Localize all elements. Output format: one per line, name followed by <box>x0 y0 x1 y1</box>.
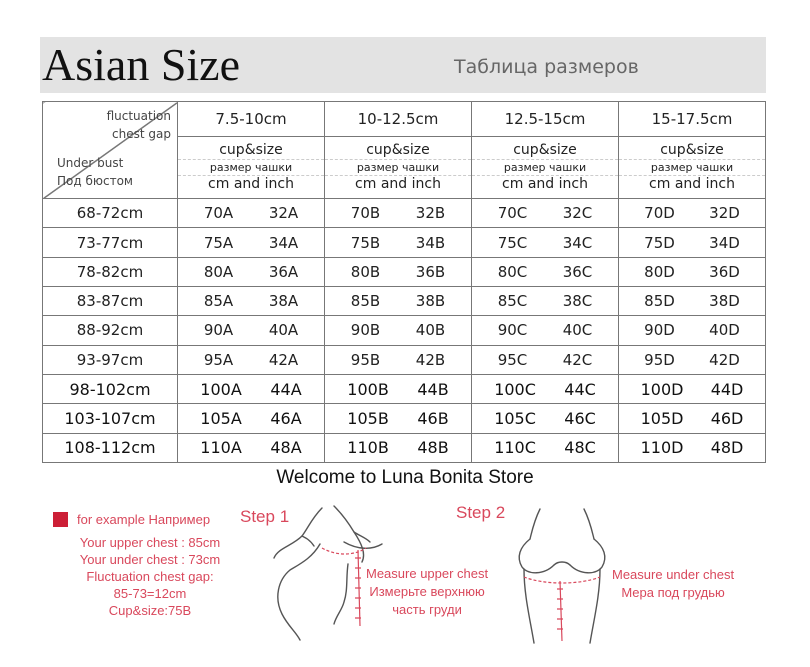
underbust-cell: 98-102cm <box>43 374 178 403</box>
example-line: Your upper chest : 85cm <box>79 535 221 550</box>
cup-size: 70D <box>644 204 675 223</box>
inch-size: 42A <box>268 350 299 369</box>
cup-size: 85A <box>203 292 234 311</box>
size-cell <box>619 316 766 345</box>
size-cell <box>472 316 619 345</box>
size-cell <box>619 287 766 316</box>
inch-size: 46B <box>417 408 449 428</box>
inch-size: 40B <box>415 321 446 340</box>
underbust-cell: 93-97cm <box>43 345 178 374</box>
size-cell <box>472 345 619 374</box>
example-line: Your under chest : 73cm <box>79 552 221 567</box>
example-line: Cup&size:75B <box>108 603 192 618</box>
size-cell <box>178 404 325 433</box>
size-cell <box>325 257 472 286</box>
table-row <box>43 316 766 345</box>
cup-size: 95C <box>497 350 528 369</box>
step1-label: Step 1 <box>240 507 290 526</box>
size-cell <box>472 433 619 462</box>
cup-size: 90D <box>644 321 675 340</box>
size-cell <box>619 228 766 257</box>
inch-size: 48D <box>710 438 744 458</box>
size-cell <box>325 345 472 374</box>
size-cell <box>472 287 619 316</box>
inch-size: 34A <box>268 233 299 252</box>
inch-size: 48C <box>564 438 596 458</box>
size-cell <box>619 345 766 374</box>
size-table <box>42 101 766 463</box>
size-cell <box>325 287 472 316</box>
inch-size: 44D <box>710 379 744 399</box>
size-cell <box>619 257 766 286</box>
size-cell <box>619 199 766 228</box>
cup-size: 100A <box>200 379 242 399</box>
cup-size: 95D <box>644 350 675 369</box>
cup-size: 75C <box>497 233 528 252</box>
title-english: Asian Size <box>42 39 241 90</box>
example-block <box>55 534 245 619</box>
inch-size: 32B <box>415 204 446 223</box>
size-cell <box>325 404 472 433</box>
step1-instructions <box>366 565 488 619</box>
size-cell <box>325 228 472 257</box>
cup-size: 100D <box>640 379 684 399</box>
underbust-cell: 78-82cm <box>43 257 178 286</box>
cup-size: 80A <box>203 262 234 281</box>
underbust-cell: 103-107cm <box>43 404 178 433</box>
inch-size: 48A <box>270 438 302 458</box>
cup-size: 100B <box>347 379 389 399</box>
corner-underbust-label: Under bust Под бюстом <box>57 156 133 189</box>
inch-size: 42B <box>415 350 446 369</box>
inch-size: 44A <box>270 379 302 399</box>
underbust-cell: 108-112cm <box>43 433 178 462</box>
cup-size: 85D <box>644 292 675 311</box>
title-russian: Таблица размеров <box>454 56 639 78</box>
size-cell <box>472 404 619 433</box>
size-cell <box>472 199 619 228</box>
table-row <box>43 257 766 286</box>
cup-size: 70A <box>203 204 234 223</box>
inch-size: 42C <box>562 350 593 369</box>
cup-size: 110A <box>200 438 242 458</box>
gap-header-row <box>43 102 766 137</box>
inch-size: 36A <box>268 262 299 281</box>
table-row <box>43 404 766 433</box>
cup-size: 100C <box>494 379 536 399</box>
step2-line: Measure under chest <box>612 567 735 582</box>
inch-size: 38C <box>562 292 593 311</box>
cup-size: 105C <box>494 408 536 428</box>
size-cell <box>325 433 472 462</box>
example-line: Fluctuation chest gap: <box>86 569 214 584</box>
inch-size: 40D <box>709 321 740 340</box>
table-row <box>43 374 766 403</box>
inch-size: 34B <box>415 233 446 252</box>
size-cell <box>178 199 325 228</box>
step2-line: Мера под грудью <box>621 585 725 600</box>
size-cell <box>472 228 619 257</box>
welcome-text: Welcome to Luna Bonita Store <box>276 467 534 488</box>
cup-size: 80C <box>497 262 528 281</box>
inch-size: 44C <box>564 379 596 399</box>
underbust-cell: 88-92cm <box>43 316 178 345</box>
step1-line: Измерьте верхнюю <box>369 584 485 599</box>
size-cell <box>178 345 325 374</box>
gap-header-cell: 10-12.5cm <box>325 102 472 137</box>
sub-header-cell: cup&size размер чашки cm and inch <box>472 137 619 199</box>
cup-size: 90C <box>497 321 528 340</box>
inch-size: 38D <box>709 292 740 311</box>
cup-size: 110D <box>640 438 684 458</box>
corner-fluctuation-label: fluctuation chest gap <box>106 109 171 141</box>
cup-size: 105A <box>200 408 242 428</box>
inch-size: 32C <box>562 204 593 223</box>
size-cell <box>472 257 619 286</box>
step2-instructions <box>612 566 734 602</box>
cup-size: 95A <box>203 350 234 369</box>
size-cell <box>178 433 325 462</box>
inch-size: 36D <box>709 262 740 281</box>
underbust-cell: 68-72cm <box>43 199 178 228</box>
size-cell <box>178 257 325 286</box>
size-cell <box>619 433 766 462</box>
size-cell <box>472 374 619 403</box>
size-cell <box>178 228 325 257</box>
cup-size: 80D <box>644 262 675 281</box>
cup-size: 95B <box>350 350 381 369</box>
inch-size: 46A <box>270 408 302 428</box>
gap-header-cell: 15-17.5cm <box>619 102 766 137</box>
inch-size: 46C <box>564 408 596 428</box>
step1-line: часть груди <box>392 602 462 617</box>
sub-header-cell: cup&size размер чашки cm and inch <box>619 137 766 199</box>
underbust-cell: 83-87cm <box>43 287 178 316</box>
inch-size: 36B <box>415 262 446 281</box>
size-cell <box>325 374 472 403</box>
cup-size: 75B <box>350 233 381 252</box>
step2-label: Step 2 <box>456 503 506 522</box>
size-cell <box>619 404 766 433</box>
legend-square-icon <box>53 512 68 527</box>
inch-size: 34D <box>709 233 740 252</box>
gap-header-cell: 7.5-10cm <box>178 102 325 137</box>
size-cell <box>178 374 325 403</box>
size-cell <box>325 316 472 345</box>
table-row <box>43 287 766 316</box>
cup-size: 70C <box>497 204 528 223</box>
cup-size: 75A <box>203 233 234 252</box>
inch-size: 32D <box>709 204 740 223</box>
cup-size: 110C <box>494 438 536 458</box>
cup-size: 110B <box>347 438 389 458</box>
inch-size: 36C <box>562 262 593 281</box>
sub-header-cell: cup&size размер чашки cm and inch <box>325 137 472 199</box>
sub-header-cell: cup&size размер чашки cm and inch <box>178 137 325 199</box>
example-line: 85-73=12cm <box>113 586 187 601</box>
inch-size: 40A <box>268 321 299 340</box>
inch-size: 42D <box>709 350 740 369</box>
cup-size: 90B <box>350 321 381 340</box>
cup-size: 90A <box>203 321 234 340</box>
inch-size: 40C <box>562 321 593 340</box>
inch-size: 44B <box>417 379 449 399</box>
inch-size: 38B <box>415 292 446 311</box>
table-row <box>43 345 766 374</box>
underbust-cell: 73-77cm <box>43 228 178 257</box>
inch-size: 38A <box>268 292 299 311</box>
table-corner-cell <box>43 102 178 199</box>
table-row <box>43 199 766 228</box>
size-cell <box>325 199 472 228</box>
size-cell <box>178 287 325 316</box>
header-banner <box>40 37 766 93</box>
inch-size: 46D <box>710 408 744 428</box>
inch-size: 32A <box>268 204 299 223</box>
cup-size: 80B <box>350 262 381 281</box>
cup-size: 85C <box>497 292 528 311</box>
step1-line: Measure upper chest <box>366 566 489 581</box>
inch-size: 34C <box>562 233 593 252</box>
gap-header-cell: 12.5-15cm <box>472 102 619 137</box>
cup-size: 85B <box>350 292 381 311</box>
table-row <box>43 228 766 257</box>
size-cell <box>619 374 766 403</box>
size-cell <box>178 316 325 345</box>
cup-size: 70B <box>350 204 381 223</box>
cup-size: 105B <box>347 408 389 428</box>
table-row <box>43 433 766 462</box>
under-chest-figure-icon <box>510 505 615 645</box>
example-legend: for example Например <box>77 512 211 527</box>
inch-size: 48B <box>417 438 449 458</box>
cup-size: 75D <box>644 233 675 252</box>
size-rows <box>43 199 766 463</box>
cup-size: 105D <box>640 408 684 428</box>
